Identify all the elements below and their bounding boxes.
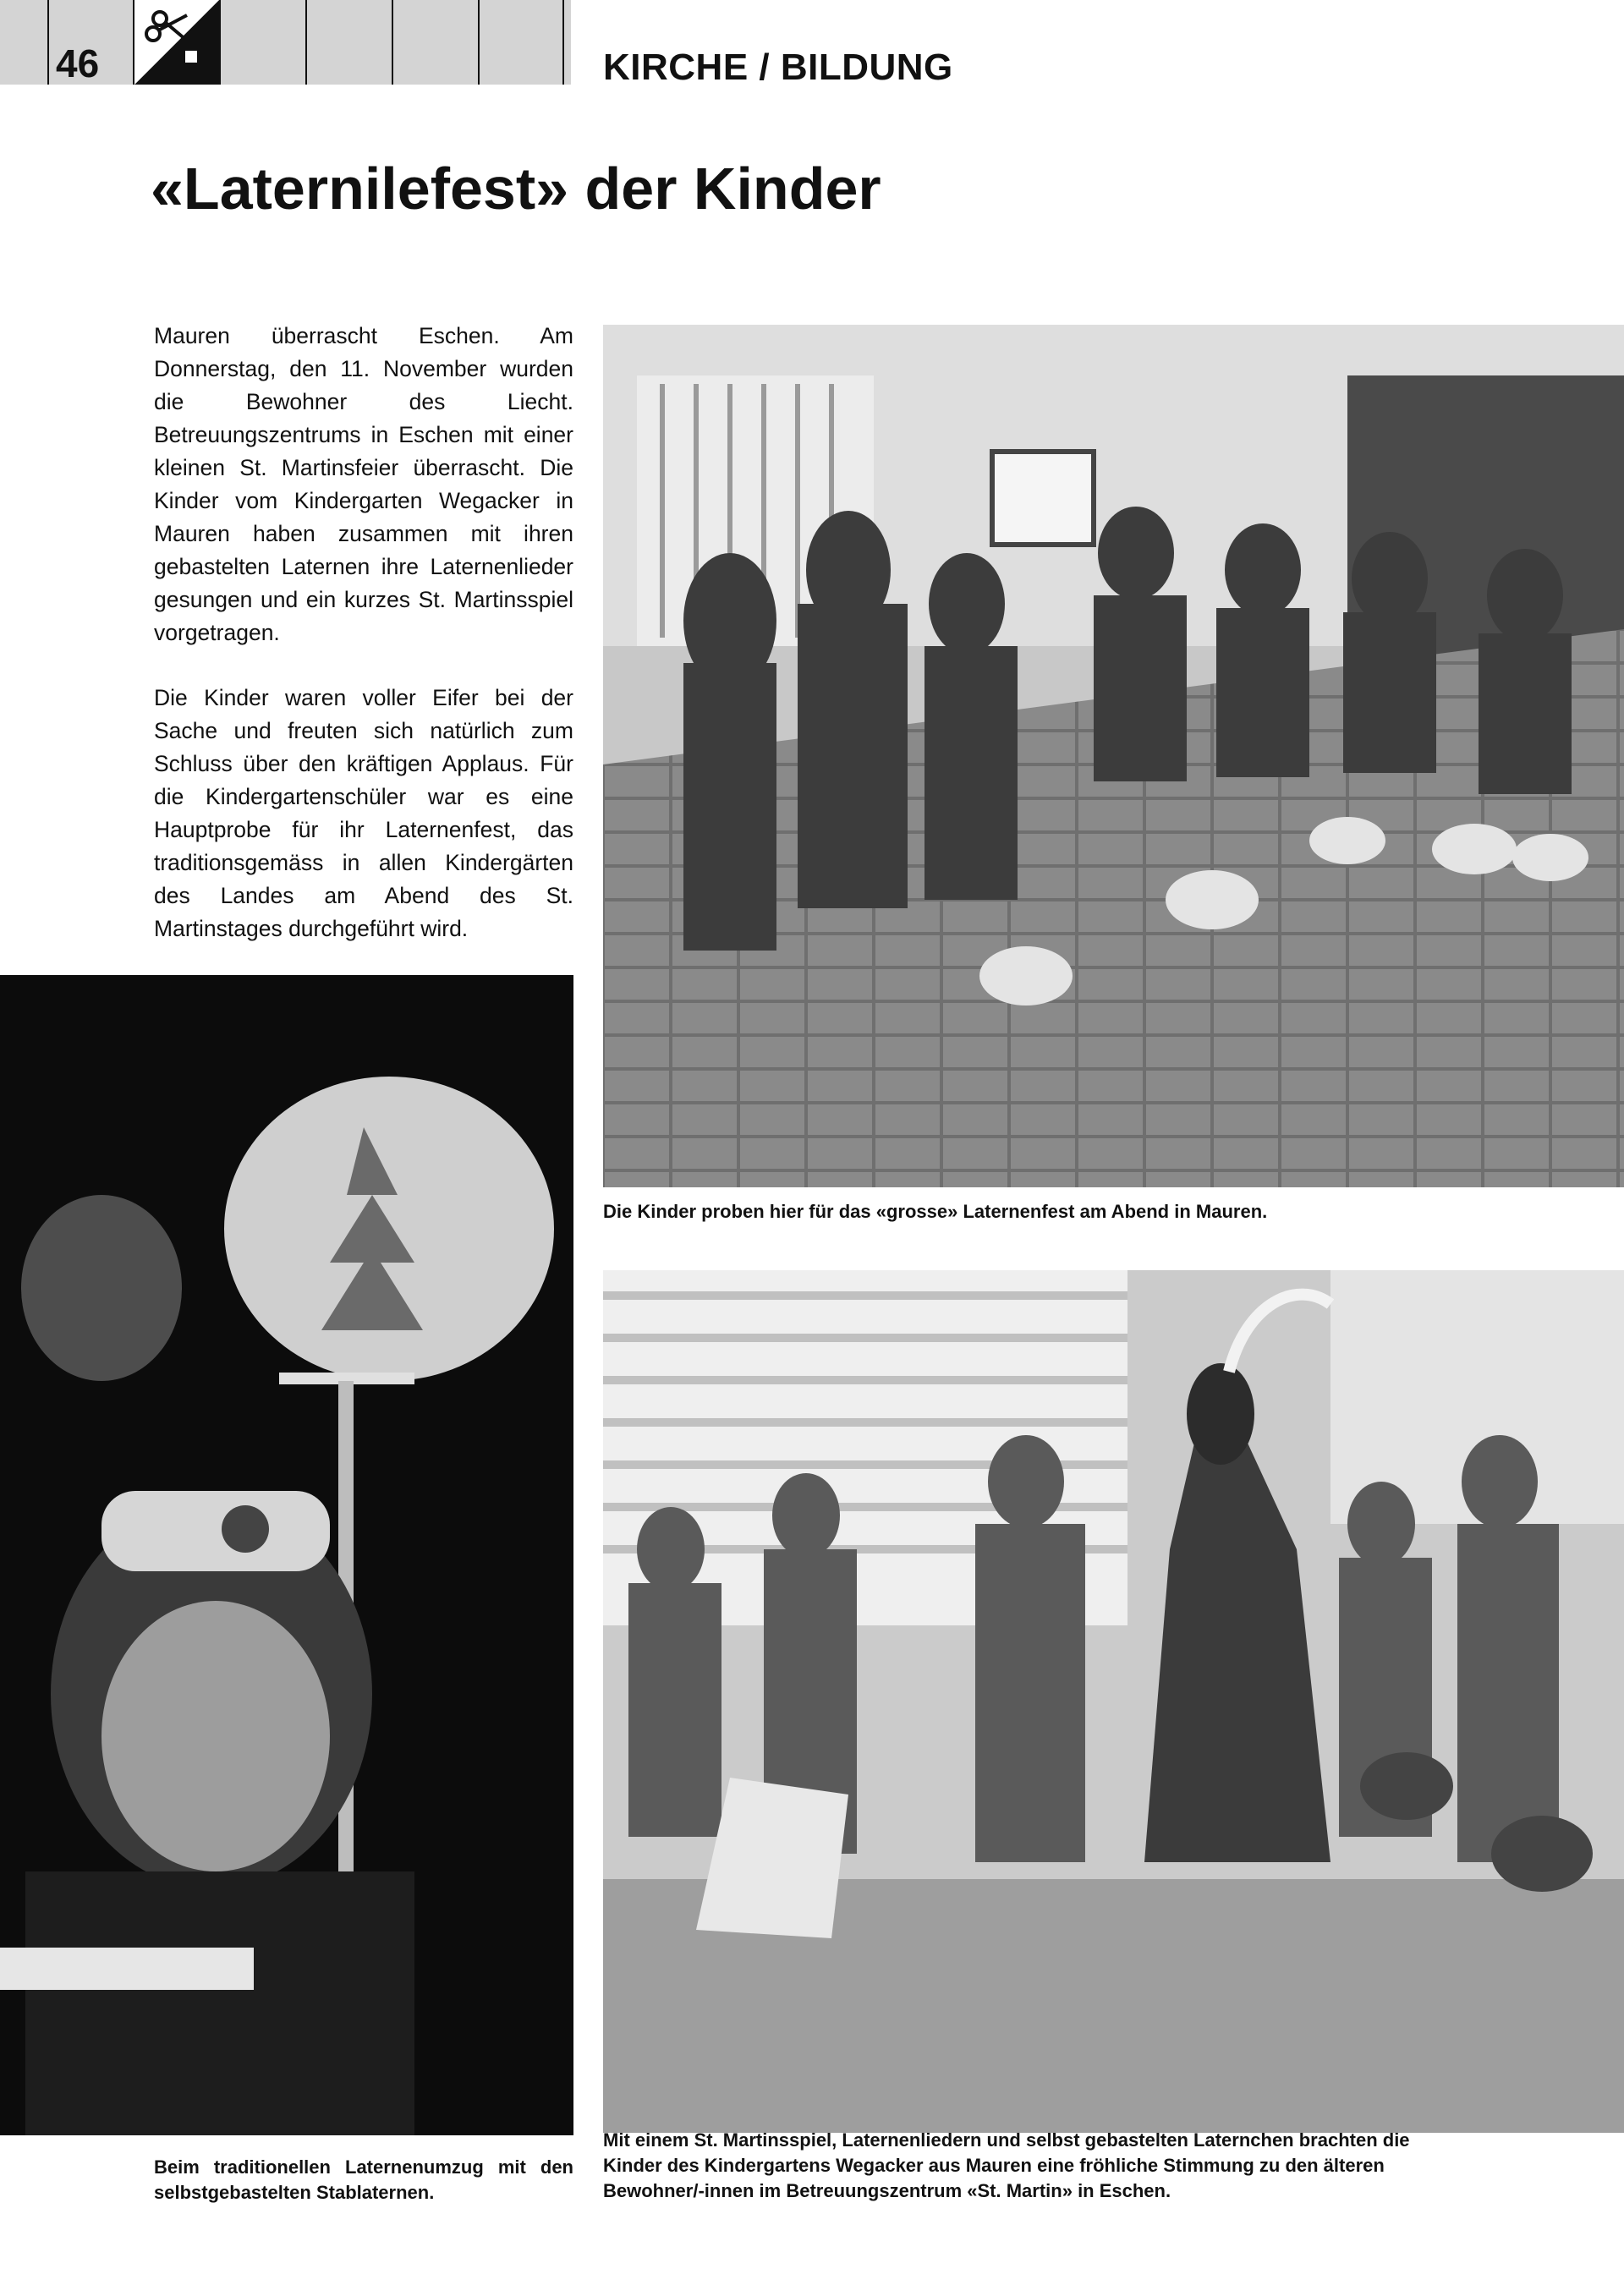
section-title: KIRCHE / BILDUNG <box>603 47 953 88</box>
header-divider <box>392 0 478 85</box>
caption-top-right: Die Kinder proben hier für das «grosse» Laternenfest am Abend in Mauren. <box>603 1201 1268 1222</box>
article-paragraph: Die Kinder waren voller Eifer bei der Sache und freuten sich natürlich zum Schluss über den kräftigen Applaus. Für die Kindergartenschüler war es eine Hauptprobe für ihr Laternenfest, das traditionsgemäss in allen Kindergärten des Landes am Abend des St. Martinstages durchgeführt wird. <box>154 685 573 941</box>
page-number: 46 <box>56 41 100 85</box>
caption-bottom-left: Beim traditionellen Laternenumzug mit den selbstgebastelten Stablaternen. <box>154 2156 573 2203</box>
photo-st-martin-play <box>603 1270 1624 2133</box>
scissors-stamp-icon <box>133 0 221 85</box>
header-divider <box>562 0 564 85</box>
caption-bottom-right: Mit einem St. Martinsspiel, Laternenliedern und selbst gebastelten Laternchen brachten die Kinder des Kindergartens Wegacker aus Mauren eine fröhliche Stimmung zu den älteren Bewohner/-innen im Betreuungszentrum «St. Martin» in Eschen. <box>603 2129 1410 2201</box>
header-divider <box>305 0 392 85</box>
photo-lantern-parade <box>0 975 573 2135</box>
photo-children-rehearsal <box>603 325 1624 1187</box>
article-body <box>154 320 573 978</box>
article-paragraph: Mauren überrascht Eschen. Am Donnerstag, den 11. November wurden die Bewohner des Liecht. Betreuungszentrums in Eschen mit einer kleinen St. Martinsfeier überrascht. Die Kinder vom Kindergarten Wegacker in Mauren haben zusammen mit ihren gebastelten Laternen ihre Laternenlieder gesungen und ein kurzes St. Martinsspiel vorgetragen. <box>154 323 573 645</box>
header-divider <box>478 0 564 85</box>
article-title: «Laternilefest» der Kinder <box>151 156 881 222</box>
